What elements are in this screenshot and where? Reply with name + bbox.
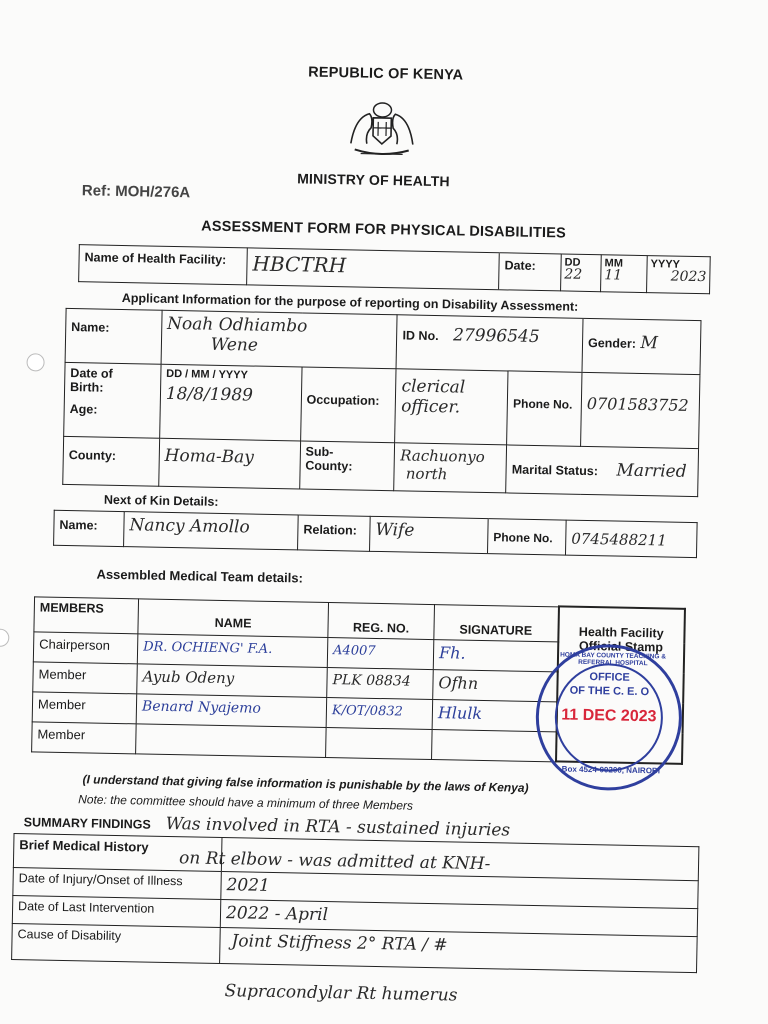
member-signature[interactable]: Fh. bbox=[438, 642, 466, 663]
date-dd-value[interactable]: 22 bbox=[564, 266, 583, 283]
republic-heading: REPUBLIC OF KENYA bbox=[308, 64, 464, 84]
applicant-name-line1[interactable]: Noah Odhiambo bbox=[166, 313, 308, 337]
kin-relation-value[interactable]: Wife bbox=[375, 519, 415, 541]
member-name[interactable]: DR. OCHIENG' F.A. bbox=[143, 638, 273, 657]
date-yyyy-value[interactable]: 2023 bbox=[670, 268, 707, 286]
subcounty-line2[interactable]: north bbox=[405, 464, 448, 484]
intervention-label: Date of Last Intervention bbox=[18, 899, 155, 916]
member-name[interactable]: Ayub Odeny bbox=[142, 666, 235, 687]
applicant-name-label: Name: bbox=[71, 320, 110, 335]
kin-name-label: Name: bbox=[59, 517, 98, 533]
summary-title: SUMMARY FINDINGS bbox=[23, 815, 151, 832]
phone-value[interactable]: 0701583752 bbox=[586, 393, 689, 415]
member-signature[interactable]: Hlulk bbox=[437, 702, 483, 723]
intervention-value[interactable]: 2022 - April bbox=[225, 903, 329, 926]
phone-label: Phone No. bbox=[512, 396, 573, 412]
marital-value[interactable]: Married bbox=[616, 460, 687, 482]
gender-label: Gender: bbox=[587, 335, 637, 351]
subcounty-label-2: County: bbox=[305, 458, 353, 474]
member-reg[interactable]: K/OT/0832 bbox=[331, 702, 403, 719]
dob-format: DD / MM / YYYY bbox=[166, 367, 248, 382]
stamp-office: OFFICE bbox=[589, 671, 630, 684]
cause-line2[interactable]: Supracondylar Rt humerus bbox=[224, 981, 458, 1006]
applicant-section-title: Applicant Information for the purpose of reporting on Disability Assessment: bbox=[121, 291, 579, 314]
row-role: Member bbox=[37, 725, 86, 742]
row-role: Chairperson bbox=[39, 635, 111, 653]
form-reference: Ref: MOH/276A bbox=[81, 182, 191, 202]
col-name: NAME bbox=[214, 615, 252, 631]
coat-of-arms-icon bbox=[343, 95, 422, 158]
history-line1[interactable]: Was involved in RTA - sustained injuries bbox=[165, 813, 511, 841]
kin-phone-value[interactable]: 0745488211 bbox=[571, 529, 667, 550]
col-stamp-line2: Official Stamp bbox=[578, 638, 664, 655]
kin-relation-label: Relation: bbox=[303, 522, 358, 538]
county-value[interactable]: Homa-Bay bbox=[164, 445, 255, 468]
member-name[interactable]: Benard Nyajemo bbox=[141, 697, 262, 717]
ministry-heading: MINISTRY OF HEALTH bbox=[297, 170, 450, 190]
mm-label: MM bbox=[604, 257, 624, 270]
stamp-ring-text: HOMA BAY COUNTY TEACHING & REFERRAL HOSPITAL bbox=[560, 651, 667, 668]
hospital-stamp bbox=[534, 643, 683, 792]
member-signature[interactable]: Ofhn bbox=[438, 672, 479, 693]
cause-line1[interactable]: Joint Stiffness 2° RTA / # bbox=[231, 931, 448, 956]
date-label: Date: bbox=[504, 258, 536, 273]
gender-value[interactable]: M bbox=[640, 332, 659, 354]
stamp-of-ceo: OF THE C. E. O bbox=[569, 684, 650, 699]
county-label: County: bbox=[68, 448, 117, 463]
history-label: Brief Medical History bbox=[19, 837, 149, 855]
col-stamp-line1: Health Facility bbox=[578, 624, 664, 641]
yyyy-label: YYYY bbox=[650, 258, 681, 271]
injury-value[interactable]: 2021 bbox=[226, 875, 271, 896]
id-value[interactable]: 27996545 bbox=[452, 325, 540, 348]
applicant-table bbox=[62, 308, 701, 497]
dd-label: DD bbox=[564, 256, 581, 269]
date-mm-value[interactable]: 11 bbox=[604, 267, 623, 284]
col-members: MEMBERS bbox=[39, 599, 104, 616]
disclaimer-line2: Note: the committee should have a minimum of three Members bbox=[78, 792, 414, 813]
col-signature: SIGNATURE bbox=[459, 622, 533, 638]
occupation-line2[interactable]: officer. bbox=[400, 396, 461, 418]
disclaimer-line1: (I understand that giving false information is punishable by the laws of Kenya) bbox=[82, 772, 529, 795]
dob-label: Date of Birth: bbox=[69, 366, 113, 395]
dob-value[interactable]: 18/8/1989 bbox=[165, 383, 254, 406]
facility-table bbox=[78, 244, 711, 294]
col-reg: REG. NO. bbox=[352, 620, 410, 636]
applicant-name-line2[interactable]: Wene bbox=[210, 334, 259, 356]
kin-phone-label: Phone No. bbox=[493, 530, 553, 546]
member-reg[interactable]: A4007 bbox=[332, 642, 376, 659]
punch-hole-bottom bbox=[0, 629, 9, 647]
next-of-kin-title: Next of Kin Details: bbox=[103, 492, 219, 509]
medical-team-title: Assembled Medical Team details: bbox=[96, 566, 304, 586]
injury-label: Date of Injury/Onset of Illness bbox=[18, 871, 183, 889]
stamp-box: Box 4524-00200, NAIROBI bbox=[561, 764, 661, 776]
facility-name-value[interactable]: HBCTRH bbox=[252, 251, 347, 278]
subcounty-label-1: Sub- bbox=[305, 444, 334, 460]
age-label: Age: bbox=[69, 402, 98, 417]
row-role: Member bbox=[37, 695, 86, 712]
member-reg[interactable]: PLK 08834 bbox=[332, 671, 411, 690]
facility-name-label: Name of Health Facility: bbox=[84, 250, 227, 268]
cause-label: Cause of Disability bbox=[17, 927, 122, 944]
subcounty-line1[interactable]: Rachuonyo bbox=[400, 446, 485, 467]
punch-hole-top bbox=[26, 353, 44, 371]
next-of-kin-table bbox=[53, 510, 698, 558]
row-role: Member bbox=[38, 665, 87, 682]
occupation-label: Occupation: bbox=[306, 392, 380, 408]
marital-label: Marital Status: bbox=[511, 462, 599, 479]
occupation-line1[interactable]: clerical bbox=[401, 376, 466, 398]
stamp-date: 11 DEC 2023 bbox=[561, 706, 657, 726]
history-line2[interactable]: on Rt elbow - was admitted at KNH- bbox=[178, 848, 491, 875]
id-label: ID No. bbox=[402, 328, 439, 344]
kin-name-value[interactable]: Nancy Amollo bbox=[129, 515, 250, 538]
form-title: ASSESSMENT FORM FOR PHYSICAL DISABILITIES bbox=[201, 218, 567, 242]
